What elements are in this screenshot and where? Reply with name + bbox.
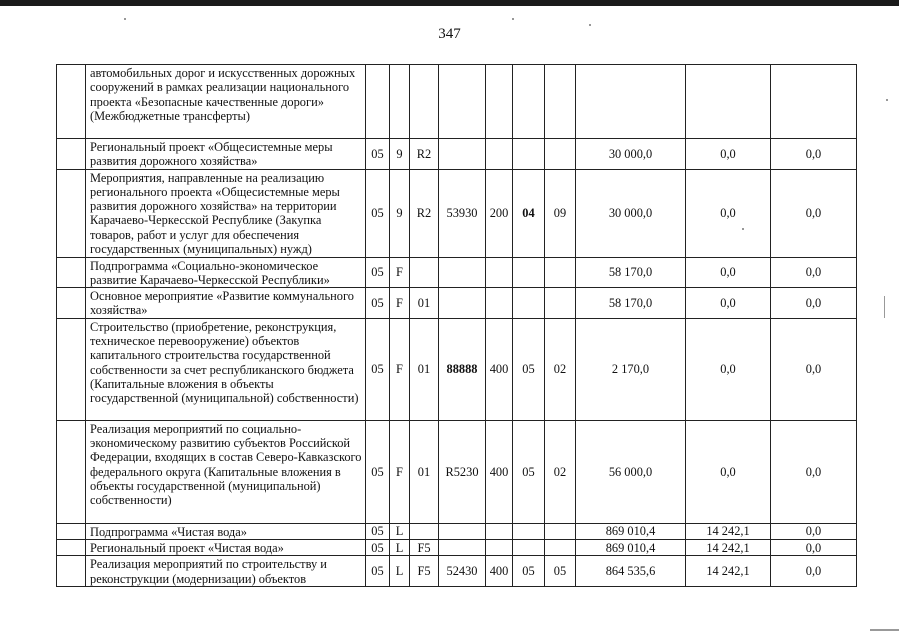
- empty-cell: [57, 257, 86, 288]
- code-cell: 52430: [439, 556, 486, 587]
- table-row: [57, 523, 857, 539]
- table-row: [57, 556, 857, 587]
- empty-cell: [57, 288, 86, 319]
- code-cell: F: [390, 318, 410, 420]
- code-cell: 05: [513, 318, 545, 420]
- code-cell: F5: [410, 540, 439, 556]
- amount-cell: 14 242,1: [686, 556, 771, 587]
- code-cell: 9: [390, 139, 410, 170]
- amount-cell: 0,0: [686, 257, 771, 288]
- code-cell: [410, 523, 439, 539]
- empty-cell: [57, 556, 86, 587]
- empty-cell: [57, 318, 86, 420]
- empty-cell: [57, 169, 86, 257]
- code-cell: [513, 65, 545, 139]
- empty-cell: [57, 523, 86, 539]
- code-cell: 02: [545, 318, 576, 420]
- code-cell: 04: [513, 169, 545, 257]
- code-cell: 88888: [439, 318, 486, 420]
- code-cell: 53930: [439, 169, 486, 257]
- code-cell: [486, 257, 513, 288]
- code-cell: 01: [410, 318, 439, 420]
- code-cell: [486, 65, 513, 139]
- scan-streak: [884, 296, 885, 318]
- scan-speck: [886, 99, 888, 101]
- scan-speck: [589, 24, 591, 26]
- code-cell: 05: [545, 556, 576, 587]
- code-cell: 400: [486, 318, 513, 420]
- page-number: 347: [438, 26, 461, 42]
- code-cell: 400: [486, 420, 513, 523]
- scan-streak: [870, 629, 899, 631]
- amount-cell: 58 170,0: [576, 288, 686, 319]
- code-cell: 09: [545, 169, 576, 257]
- code-cell: [439, 65, 486, 139]
- amount-cell: 14 242,1: [686, 523, 771, 539]
- code-cell: [486, 288, 513, 319]
- code-cell: 05: [513, 556, 545, 587]
- code-cell: [410, 257, 439, 288]
- amount-cell: 2 170,0: [576, 318, 686, 420]
- code-cell: R2: [410, 169, 439, 257]
- code-cell: L: [390, 540, 410, 556]
- amount-cell: 0,0: [771, 540, 857, 556]
- code-cell: 05: [366, 540, 390, 556]
- row-name: Региональный проект «Общесистемные меры развития дорожного хозяйства»: [86, 139, 366, 170]
- table-row: [57, 65, 857, 139]
- code-cell: 05: [366, 169, 390, 257]
- code-cell: L: [390, 556, 410, 587]
- top-border-rule: [0, 0, 899, 6]
- amount-cell: 0,0: [771, 288, 857, 319]
- amount-cell: 0,0: [771, 139, 857, 170]
- amount-cell: 869 010,4: [576, 523, 686, 539]
- code-cell: [545, 523, 576, 539]
- code-cell: F5: [410, 556, 439, 587]
- code-cell: 9: [390, 169, 410, 257]
- code-cell: [486, 523, 513, 539]
- amount-cell: 0,0: [771, 169, 857, 257]
- code-cell: [439, 257, 486, 288]
- table-row: [57, 139, 857, 170]
- code-cell: [545, 139, 576, 170]
- row-name: Региональный проект «Чистая вода»: [86, 540, 366, 556]
- code-cell: 05: [366, 288, 390, 319]
- amount-cell: 30 000,0: [576, 169, 686, 257]
- code-cell: 05: [366, 420, 390, 523]
- code-cell: [486, 139, 513, 170]
- amount-cell: 58 170,0: [576, 257, 686, 288]
- code-cell: F: [390, 288, 410, 319]
- code-cell: R2: [410, 139, 439, 170]
- scan-speck: [124, 18, 126, 20]
- amount-cell: 0,0: [771, 556, 857, 587]
- code-cell: [410, 65, 439, 139]
- scan-speck: [742, 228, 744, 230]
- code-cell: [513, 523, 545, 539]
- code-cell: [513, 139, 545, 170]
- code-cell: 05: [366, 318, 390, 420]
- amount-cell: 0,0: [771, 420, 857, 523]
- table-row: [57, 169, 857, 257]
- code-cell: [486, 540, 513, 556]
- code-cell: [513, 540, 545, 556]
- budget-table: [56, 64, 857, 587]
- amount-cell: [686, 65, 771, 139]
- table-row: [57, 288, 857, 319]
- code-cell: 05: [366, 139, 390, 170]
- amount-cell: 864 535,6: [576, 556, 686, 587]
- amount-cell: 30 000,0: [576, 139, 686, 170]
- code-cell: [545, 65, 576, 139]
- code-cell: [545, 257, 576, 288]
- amount-cell: 0,0: [686, 288, 771, 319]
- amount-cell: 0,0: [771, 523, 857, 539]
- code-cell: 05: [366, 523, 390, 539]
- code-cell: [513, 257, 545, 288]
- amount-cell: 0,0: [771, 257, 857, 288]
- amount-cell: 56 000,0: [576, 420, 686, 523]
- code-cell: F: [390, 420, 410, 523]
- table-row: [57, 540, 857, 556]
- row-name: Строительство (приобретение, реконструкция, техническое перевооружение) объектов капитального строительства государственной собственности за счет республиканского бюджета (Капитальные вложения в объекты государственной (муниципальной) собственности): [86, 318, 366, 420]
- amount-cell: 14 242,1: [686, 540, 771, 556]
- code-cell: R5230: [439, 420, 486, 523]
- amount-cell: [576, 65, 686, 139]
- code-cell: 05: [366, 257, 390, 288]
- amount-cell: [771, 65, 857, 139]
- amount-cell: 0,0: [686, 139, 771, 170]
- code-cell: F: [390, 257, 410, 288]
- amount-cell: 0,0: [686, 420, 771, 523]
- table-row: [57, 257, 857, 288]
- code-cell: 200: [486, 169, 513, 257]
- row-name: Подпрограмма «Социально-экономическое развитие Карачаево-Черкесской Республики»: [86, 257, 366, 288]
- row-name: Мероприятия, направленные на реализацию регионального проекта «Общесистемные меры развития дорожного хозяйства» на территории Карачаево-Черкесской Республике (Закупка товаров, работ и услуг для обеспечения государственных (муниципальных) нужд): [86, 169, 366, 257]
- amount-cell: 0,0: [686, 318, 771, 420]
- row-name: автомобильных дорог и искусственных дорожных сооружений в рамках реализации национального проекта «Безопасные качественные дороги» (Межбюджетные трансферты): [86, 65, 366, 139]
- code-cell: [439, 139, 486, 170]
- code-cell: [545, 540, 576, 556]
- code-cell: [513, 288, 545, 319]
- code-cell: [545, 288, 576, 319]
- row-name: Реализация мероприятий по строительству и реконструкции (модернизации) объектов: [86, 556, 366, 587]
- empty-cell: [57, 65, 86, 139]
- code-cell: L: [390, 523, 410, 539]
- amount-cell: 0,0: [686, 169, 771, 257]
- code-cell: [366, 65, 390, 139]
- amount-cell: 0,0: [771, 318, 857, 420]
- table-row: [57, 318, 857, 420]
- row-name: Подпрограмма «Чистая вода»: [86, 523, 366, 539]
- code-cell: 400: [486, 556, 513, 587]
- code-cell: 02: [545, 420, 576, 523]
- empty-cell: [57, 139, 86, 170]
- empty-cell: [57, 540, 86, 556]
- code-cell: [439, 288, 486, 319]
- table-row: [57, 420, 857, 523]
- row-name: Основное мероприятие «Развитие коммунального хозяйства»: [86, 288, 366, 319]
- empty-cell: [57, 420, 86, 523]
- code-cell: [439, 540, 486, 556]
- code-cell: [390, 65, 410, 139]
- amount-cell: 869 010,4: [576, 540, 686, 556]
- row-name: Реализация мероприятий по социально-экономическому развитию субъектов Российской Федерации, входящих в состав Северо-Кавказского федерального округа (Капитальные вложения в объекты государственной (муниципальной) собственности): [86, 420, 366, 523]
- code-cell: 05: [366, 556, 390, 587]
- code-cell: 05: [513, 420, 545, 523]
- code-cell: 01: [410, 420, 439, 523]
- code-cell: 01: [410, 288, 439, 319]
- code-cell: [439, 523, 486, 539]
- scan-speck: [512, 18, 514, 20]
